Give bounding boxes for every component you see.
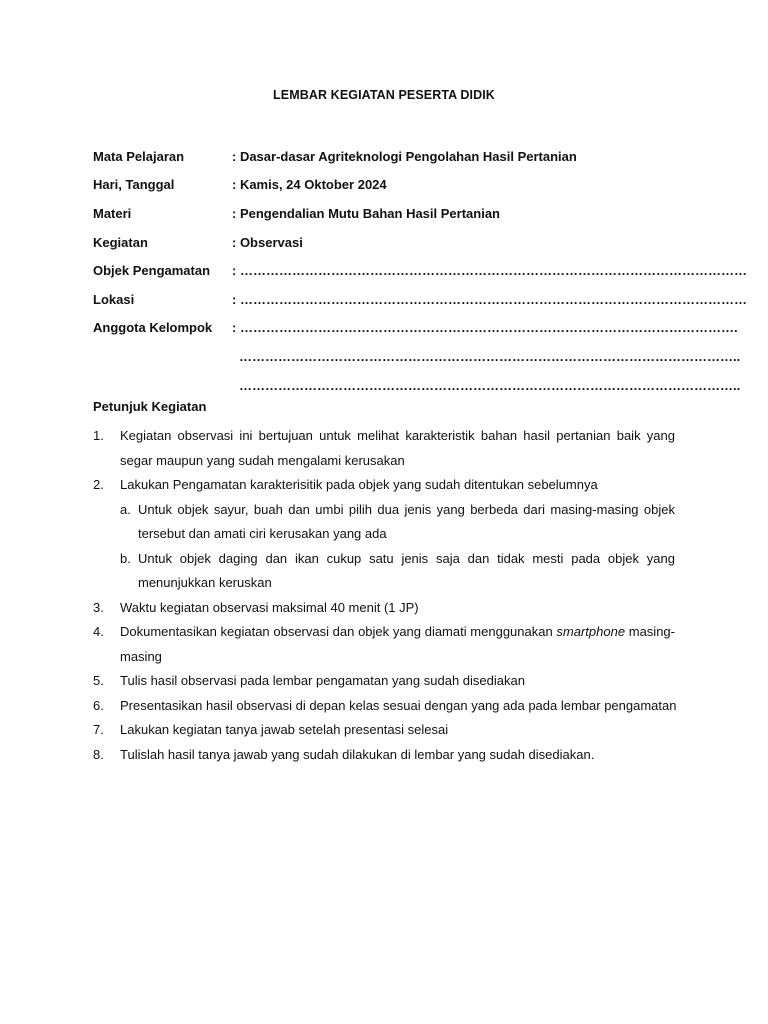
info-value: : Dasar-dasar Agriteknologi Pengolahan Hasil Pertanian xyxy=(232,148,577,164)
info-value: : Pengendalian Mutu Bahan Hasil Pertanian xyxy=(232,205,500,221)
sub-item xyxy=(120,498,675,547)
item-number: 1. xyxy=(93,428,104,443)
instruction-item xyxy=(93,473,675,596)
info-label: Lokasi xyxy=(93,291,135,307)
item-number: 3. xyxy=(93,599,104,615)
item-number: 7. xyxy=(93,722,104,737)
item-text: Waktu kegiatan observasi maksimal 40 menit (1 JP) xyxy=(120,599,419,615)
item-number: 2. xyxy=(93,477,104,492)
info-value: : Observasi xyxy=(232,234,303,250)
info-value: : Kamis, 24 Oktober 2024 xyxy=(232,177,387,193)
info-label: Kegiatan xyxy=(93,234,148,250)
fill-in-blank: …………………………………………………………………………………………………….. xyxy=(239,377,741,393)
item-text: Presentasikan hasil observasi di depan kelas sesuai dengan yang ada pada lembar pengamatan xyxy=(120,697,677,713)
fill-in-blank: : ……………………………………………………………………………………………………… xyxy=(232,263,747,279)
instructions-section xyxy=(93,396,675,767)
item-text: Lakukan kegiatan tanya jawab setelah presentasi selesai xyxy=(120,722,449,737)
info-label: Mata Pelajaran xyxy=(93,148,185,164)
info-label: Anggota Kelompok xyxy=(93,320,213,336)
fill-in-blank: : ……………………………………………………………………………………………………. xyxy=(232,320,738,336)
info-row-date xyxy=(93,171,683,200)
item-text-part: masing-masing xyxy=(120,624,675,664)
info-table xyxy=(93,142,747,399)
info-label: Objek Pengamatan xyxy=(93,263,211,279)
info-row-location xyxy=(93,285,747,314)
item-number: 6. xyxy=(93,697,104,713)
info-label: Materi xyxy=(93,205,132,221)
info-row-activity xyxy=(93,228,683,257)
fill-in-blank: …………………………………………………………………………………………………….. xyxy=(239,348,741,364)
item-number: 8. xyxy=(93,746,104,762)
item-text: Tulis hasil observasi pada lembar pengamatan yang sudah disediakan xyxy=(120,673,525,688)
instruction-item xyxy=(93,596,675,621)
info-row-group-members xyxy=(93,314,738,343)
page-title: LEMBAR KEGIATAN PESERTA DIDIK xyxy=(273,88,495,102)
instruction-item xyxy=(93,694,675,719)
instruction-item xyxy=(93,718,675,743)
sub-item xyxy=(120,547,675,596)
info-row-observation-object xyxy=(93,256,747,285)
item-text: Tulislah hasil tanya jawab yang sudah dilakukan di lembar yang sudah disediakan. xyxy=(120,746,595,762)
info-row-group-members-continuation xyxy=(93,342,741,371)
instruction-item xyxy=(93,620,675,669)
sub-item-text: Untuk objek daging dan ikan cukup satu jenis saja dan tidak mesti pada objek yang menunjukkan keruskan xyxy=(138,550,675,590)
item-number: 5. xyxy=(93,673,104,688)
info-row-subject xyxy=(93,142,683,171)
item-text xyxy=(120,620,675,669)
sub-item-letter: b. xyxy=(120,550,131,566)
info-label: Hari, Tanggal xyxy=(93,177,175,193)
instruction-item xyxy=(93,669,675,694)
fill-in-blank: : ……………………………………………………………………………………………………… xyxy=(232,291,747,307)
instruction-list xyxy=(93,424,675,767)
item-text: Lakukan Pengamatan karakterisitik pada objek yang sudah ditentukan sebelumnya xyxy=(120,477,598,492)
item-text-italic: smartphone xyxy=(556,624,626,639)
info-row-material xyxy=(93,199,683,228)
sub-item-letter: a. xyxy=(120,501,131,517)
item-text-part: Dokumentasikan kegiatan observasi dan objek yang diamati menggunakan xyxy=(120,624,557,639)
item-text: Kegiatan observasi ini bertujuan untuk melihat karakteristik bahan hasil pertanian baik yang segar maupun yang sudah mengalami kerusakan xyxy=(120,428,675,468)
item-number: 4. xyxy=(93,624,104,639)
sub-item-text: Untuk objek sayur, buah dan umbi pilih dua jenis yang berbeda dari masing-masing objek tersebut dan amati ciri kerusakan yang ada xyxy=(138,501,675,541)
instructions-heading: Petunjuk Kegiatan xyxy=(93,399,207,414)
instruction-item xyxy=(93,743,675,768)
instruction-item xyxy=(93,424,675,473)
